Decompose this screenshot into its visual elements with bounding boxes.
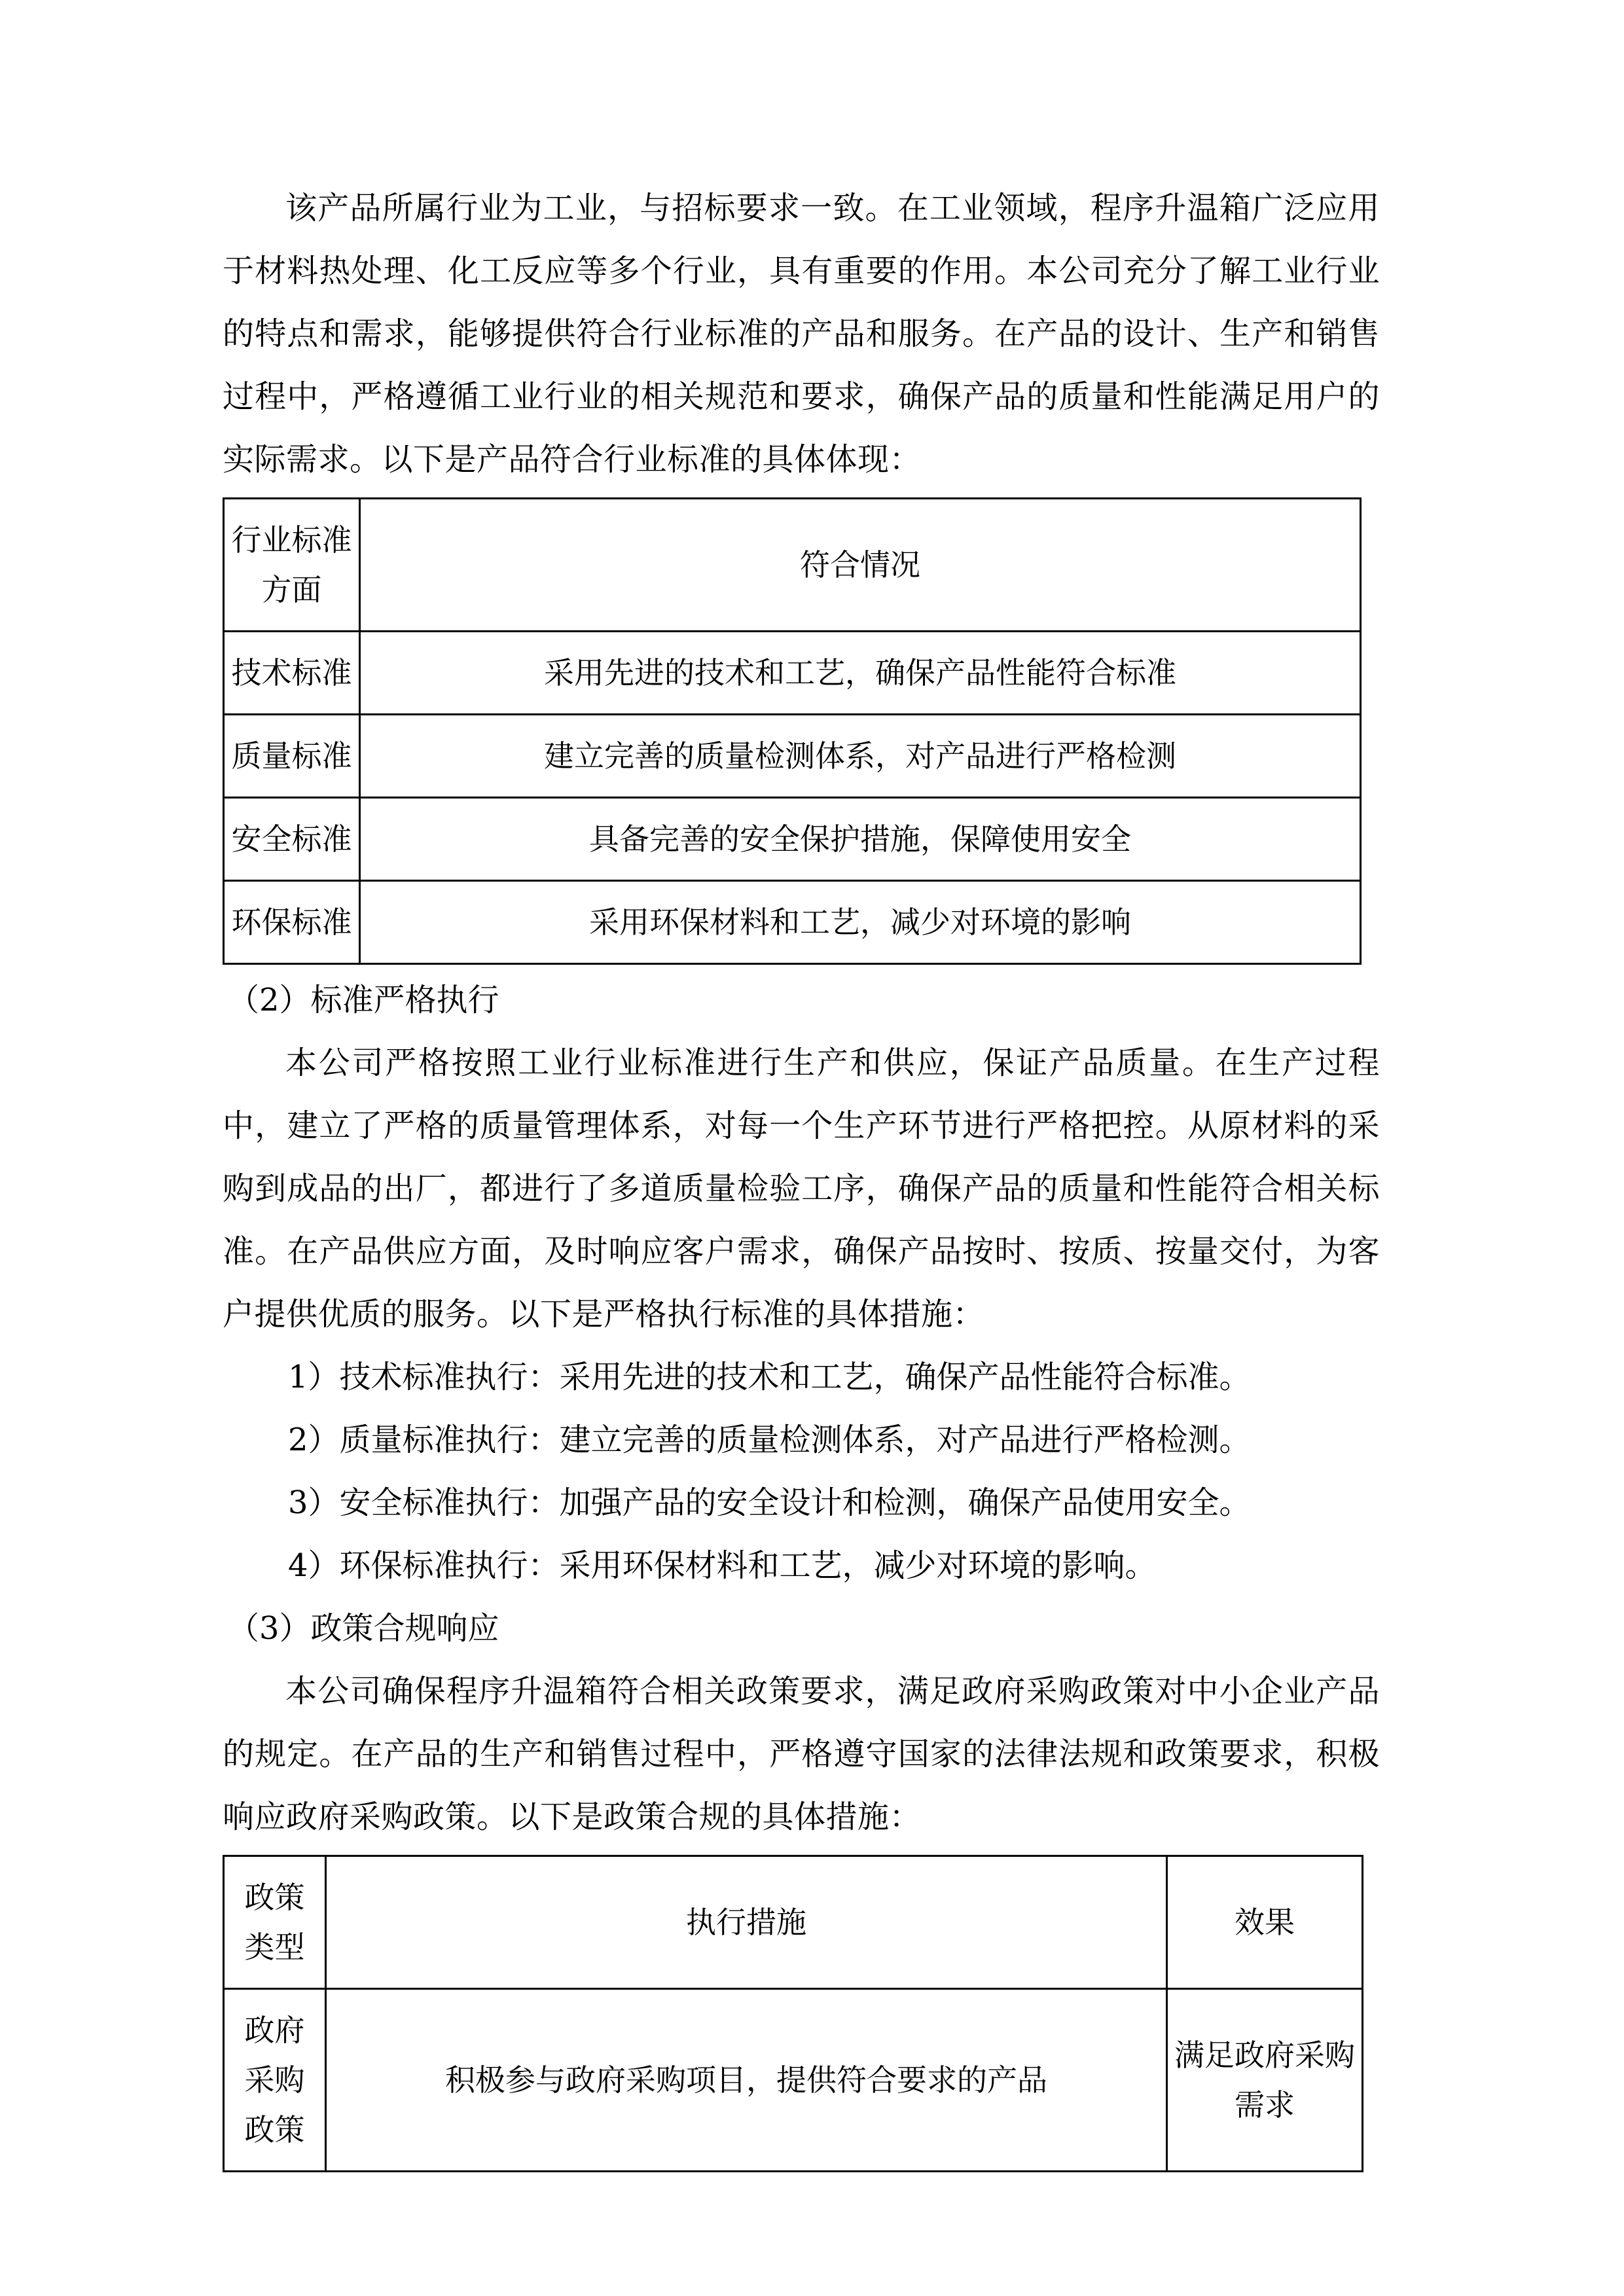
cell-policy-type: 政府采购政策 <box>224 1989 326 2172</box>
cell-execution-measure: 积极参与政府采购项目，提供符合要求的产品 <box>326 1989 1167 2172</box>
table-row <box>224 715 1361 798</box>
page-content <box>223 177 1380 2176</box>
industry-standards-table <box>223 497 1362 965</box>
standard-execution-paragraph: 本公司严格按照工业行业标准进行生产和供应，保证产品质量。在生产过程中，建立了严格的质量管理体系，对每一个生产环节进行严格把控。从原材料的采购到成品的出厂，都进行了多道质量检验工序，确保产品的质量和性能符合相关标准。在产品供应方面，及时响应客户需求，确保产品按时、按质、按量交付，为客户提供优质的服务。以下是严格执行标准的具体措施： <box>223 1045 1380 1333</box>
policy-compliance-table <box>223 1855 1363 2172</box>
table-header-row <box>224 499 1361 632</box>
table-row <box>224 881 1361 964</box>
section-heading-policy-compliance: （3）政策合规响应 <box>228 1610 499 1647</box>
cell-compliance-status: 具备完善的安全保护措施，保障使用安全 <box>360 798 1361 881</box>
column-header-policy-type: 政策类型 <box>224 1856 326 1989</box>
cell-standard-aspect: 技术标准 <box>224 632 360 715</box>
cell-standard-aspect: 安全标准 <box>224 798 360 881</box>
section-heading-standard-execution: （2）标准严格执行 <box>228 982 499 1018</box>
column-header-effect: 效果 <box>1167 1856 1363 1989</box>
list-item: 2）质量标准执行：建立完善的质量检测体系，对产品进行严格检测。 <box>288 1422 1251 1458</box>
column-header-standard-aspect: 行业标准方面 <box>224 499 360 632</box>
table-row <box>224 798 1361 881</box>
column-header-compliance-status: 符合情况 <box>360 499 1361 632</box>
column-header-execution-measure: 执行措施 <box>326 1856 1167 1989</box>
table-row <box>224 1989 1363 2172</box>
table-row <box>224 632 1361 715</box>
cell-standard-aspect: 质量标准 <box>224 715 360 798</box>
list-item: 1）技术标准执行：采用先进的技术和工艺，确保产品性能符合标准。 <box>288 1359 1251 1395</box>
list-item: 4）环保标准执行：采用环保材料和工艺，减少对环境的影响。 <box>288 1547 1157 1584</box>
cell-compliance-status: 采用环保材料和工艺，减少对环境的影响 <box>360 881 1361 964</box>
table-header-row <box>224 1856 1363 1989</box>
cell-compliance-status: 建立完善的质量检测体系，对产品进行严格检测 <box>360 715 1361 798</box>
cell-compliance-status: 采用先进的技术和工艺，确保产品性能符合标准 <box>360 632 1361 715</box>
policy-compliance-paragraph: 本公司确保程序升温箱符合相关政策要求，满足政府采购政策对中小企业产品的规定。在产品的生产和销售过程中，严格遵守国家的法律法规和政策要求，积极响应政府采购政策。以下是政策合规的具体措施： <box>223 1673 1380 1835</box>
list-item: 3）安全标准执行：加强产品的安全设计和检测，确保产品使用安全。 <box>288 1484 1251 1521</box>
intro-paragraph: 该产品所属行业为工业，与招标要求一致。在工业领域，程序升温箱广泛应用于材料热处理、化工反应等多个行业，具有重要的作用。本公司充分了解工业行业的特点和需求，能够提供符合行业标准的产品和服务。在产品的设计、生产和销售过程中，严格遵循工业行业的相关规范和要求，确保产品的质量和性能满足用户的实际需求。以下是产品符合行业标准的具体体现： <box>223 190 1380 478</box>
cell-standard-aspect: 环保标准 <box>224 881 360 964</box>
cell-effect: 满足政府采购需求 <box>1167 1989 1363 2172</box>
